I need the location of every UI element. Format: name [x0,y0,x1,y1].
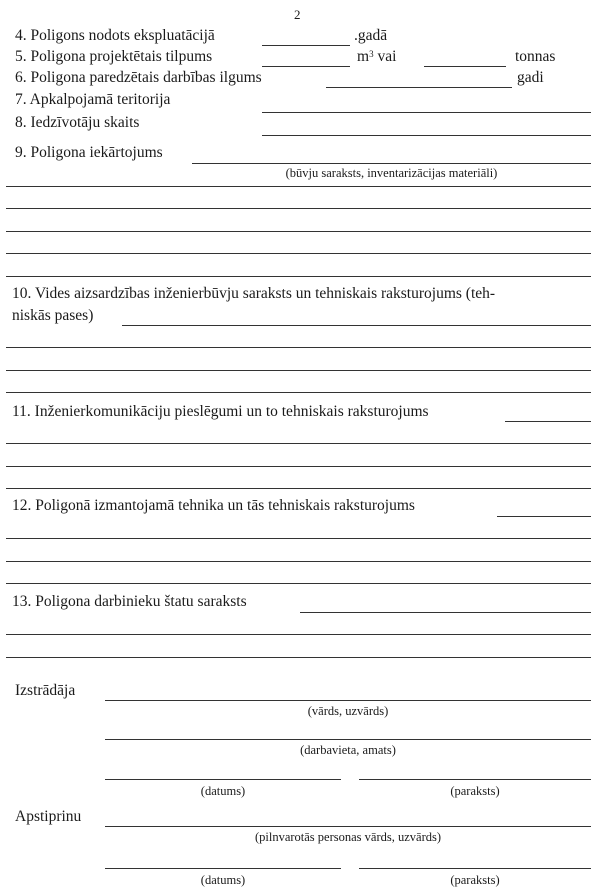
item-6-label: 6. Poligona paredzētais darbības ilgums [15,69,262,86]
item-7-label: 7. Apkalpojamā teritorija [15,91,171,108]
item-8-field[interactable] [262,135,591,136]
unit-sup: 3 [369,49,374,59]
item-9-line-3[interactable] [6,208,591,209]
item-5-tonnes-field[interactable] [424,66,506,67]
item-9-label: 9. Poligona iekārtojums [15,144,163,161]
item-13-field[interactable] [300,612,591,613]
item-9-line-5[interactable] [6,253,591,254]
prepared-name-hint: (vārds, uzvārds) [307,704,389,718]
item-13-label: 13. Poligona darbinieku štatu saraksts [12,593,247,610]
unit-or: vai [373,48,397,65]
item-9-line-6[interactable] [6,276,591,277]
item-10-label-line2: niskās pases) [12,307,94,324]
approved-name-hint: (pilnvarotās personas vārds, uzvārds) [254,830,442,844]
item-4-suffix: .gadā [354,27,388,44]
item-4-year-field[interactable] [262,45,350,46]
item-9-field[interactable] [192,163,591,164]
item-5-label: 5. Poligona projektētais tilpums [15,48,213,65]
page-number: 2 [294,7,301,22]
item-10-line-3[interactable] [6,370,591,371]
item-10-line-4[interactable] [6,392,591,393]
item-6-suffix: gadi [517,69,544,86]
item-9-line-2[interactable] [6,186,591,187]
item-9-line-4[interactable] [6,231,591,232]
item-13-line-2[interactable] [6,634,591,635]
item-5-unit1 [357,48,396,66]
approved-label: Apstiprinu [15,808,82,825]
prepared-date-field[interactable] [105,779,341,780]
prepared-workplace-field[interactable] [105,739,591,740]
item-10-field[interactable] [122,325,591,326]
unit-m: m [357,48,370,65]
item-4-label: 4. Poligons nodots ekspluatācijā [15,27,215,44]
prepared-by-label: Izstrādāja [15,682,76,699]
item-5-unit2: tonnas [515,48,556,65]
prepared-date-hint: (datums) [200,784,246,798]
approved-signature-field[interactable] [359,868,591,869]
approved-date-hint: (datums) [200,873,246,887]
item-12-field[interactable] [497,516,591,517]
item-13-line-3[interactable] [6,657,591,658]
prepared-workplace-hint: (darbavieta, amats) [300,743,396,757]
item-12-line-3[interactable] [6,561,591,562]
item-11-line-3[interactable] [6,466,591,467]
item-12-line-2[interactable] [6,538,591,539]
item-11-line-4[interactable] [6,488,591,489]
item-8-label: 8. Iedzīvotāju skaits [15,114,140,131]
item-12-label: 12. Poligonā izmantojamā tehnika un tās tehniskais raksturojums [12,497,415,514]
item-6-duration-field[interactable] [326,87,512,88]
item-10-label-line1: 10. Vides aizsardzības inženierbūvju saraksts un tehniskais raksturojums (teh- [12,285,496,302]
item-12-line-4[interactable] [6,583,591,584]
prepared-signature-field[interactable] [359,779,591,780]
item-11-field[interactable] [505,421,591,422]
approved-date-field[interactable] [105,868,341,869]
item-11-label: 11. Inženierkomunikāciju pieslēgumi un to tehniskais raksturojums [12,403,429,420]
prepared-name-field[interactable] [105,700,591,701]
approved-name-field[interactable] [105,826,591,827]
item-10-line-2[interactable] [6,347,591,348]
item-11-line-2[interactable] [6,443,591,444]
item-7-field[interactable] [262,112,591,113]
item-9-hint: (būvju saraksts, inventarizācijas materiāli) [285,166,498,180]
item-5-volume-field[interactable] [262,66,350,67]
approved-signature-hint: (paraksts) [450,873,500,887]
prepared-signature-hint: (paraksts) [450,784,500,798]
